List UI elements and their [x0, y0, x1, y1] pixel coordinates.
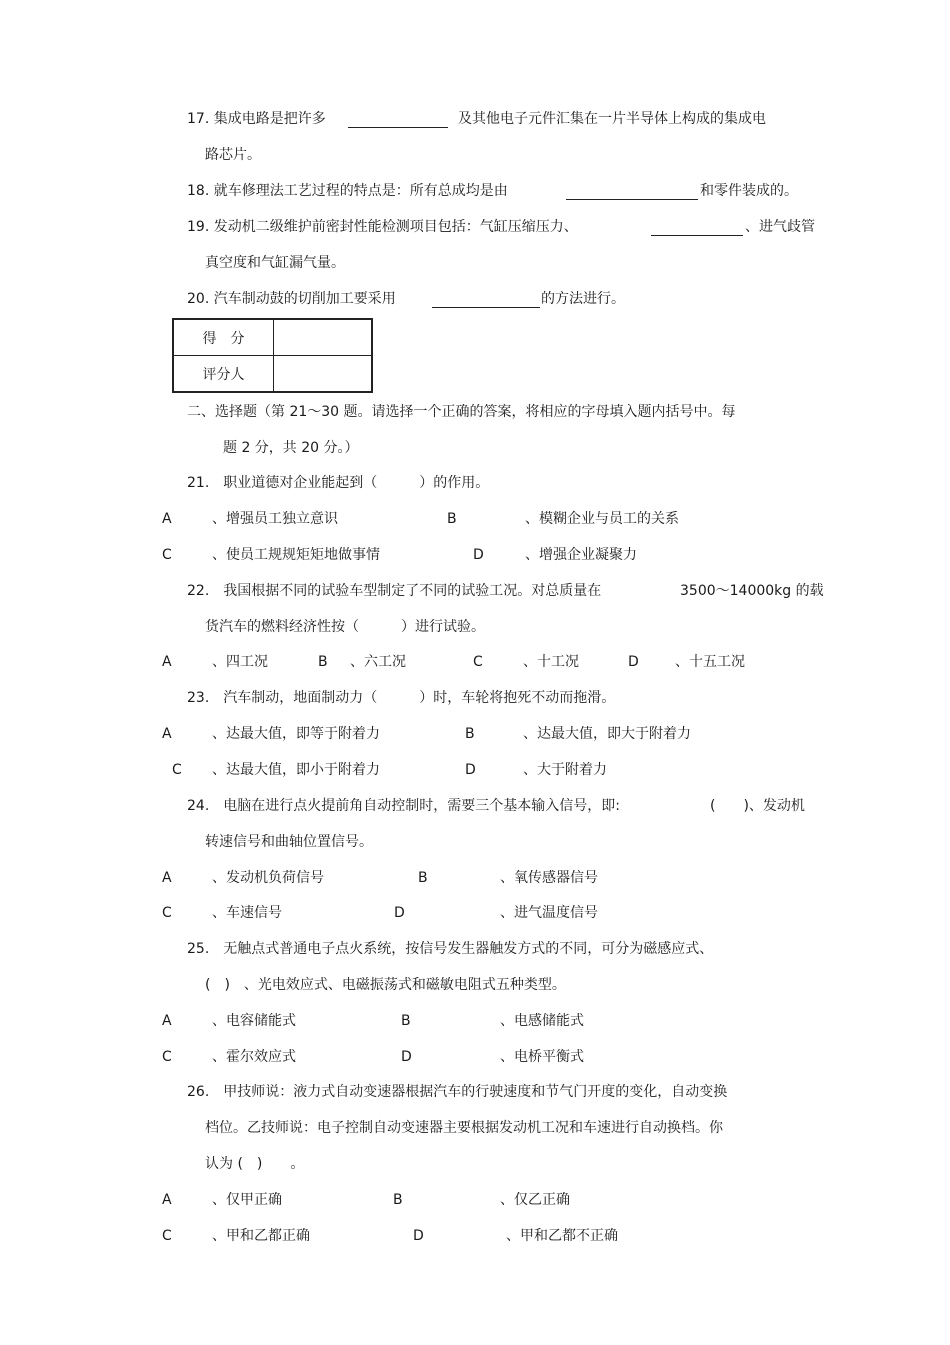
q22-option-d: 、十五工况	[675, 654, 745, 670]
q26-stem-cont-2: 认为 ( ) 。	[205, 1156, 305, 1172]
q22-letter-b: B	[318, 654, 328, 670]
q23-stem: 23. 汽车制动，地面制动力（ ）时，车轮将抱死不动而拖滑。	[187, 690, 616, 706]
score-cell	[274, 319, 373, 356]
q26-stem-cont: 档位。乙技师说：电子控制自动变速器主要根据发动机工况和车速进行自动换档。你	[205, 1120, 723, 1136]
q25-option-c: 、霍尔效应式	[212, 1049, 296, 1065]
q24-stem: 24. 电脑在进行点火提前角自动控制时，需要三个基本输入信号，即:	[187, 798, 620, 814]
q22-option-c: 、十工况	[523, 654, 579, 670]
q24-option-c: 、车速信号	[212, 905, 282, 921]
q23-option-c: 、达最大值，即小于附着力	[212, 762, 380, 778]
q23-letter-a: A	[162, 726, 172, 742]
q24-option-b: 、氧传感器信号	[500, 870, 598, 886]
q26-letter-a: A	[162, 1192, 172, 1208]
q24-option-a: 、发动机负荷信号	[212, 870, 324, 886]
q22-option-a: 、四工况	[212, 654, 268, 670]
q20-blank	[432, 307, 540, 308]
q21-letter-b: B	[447, 511, 457, 527]
q23-option-d: 、大于附着力	[523, 762, 607, 778]
q17-blank	[348, 127, 448, 128]
q24-stem-cont: 转速信号和曲轴位置信号。	[205, 834, 373, 850]
q19-blank	[651, 235, 743, 236]
q21-letter-a: A	[162, 511, 172, 527]
q19-cont: 真空度和气缸漏气量。	[205, 255, 345, 271]
q22-stem-cont: 货汽车的燃料经济性按（ ）进行试验。	[205, 619, 485, 635]
q21-option-a: 、增强员工独立意识	[212, 511, 338, 527]
q24-letter-c: C	[162, 905, 172, 921]
q26-option-a: 、仅甲正确	[212, 1192, 282, 1208]
q17-cont: 路芯片。	[205, 147, 261, 163]
q19-text: 19. 发动机二级维护前密封性能检测项目包括：气缸压缩压力、	[187, 219, 578, 235]
q18-blank	[566, 199, 698, 200]
q26-letter-b: B	[393, 1192, 403, 1208]
q25-letter-a: A	[162, 1013, 172, 1029]
q25-letter-b: B	[401, 1013, 411, 1029]
q23-letter-b: B	[465, 726, 475, 742]
q22-letter-d: D	[628, 654, 639, 670]
q20-text-2: 的方法进行。	[541, 291, 625, 307]
q22-option-b: 、六工况	[350, 654, 406, 670]
q26-letter-c: C	[162, 1228, 172, 1244]
q26-stem: 26. 甲技师说：液力式自动变速器根据汽车的行驶速度和节气门开度的变化，自动变换	[187, 1084, 728, 1100]
q26-option-c: 、甲和乙都正确	[212, 1228, 310, 1244]
q24-option-d: 、进气温度信号	[500, 905, 598, 921]
q25-option-b: 、电感储能式	[500, 1013, 584, 1029]
q21-stem: 21. 职业道德对企业能起到（ ）的作用。	[187, 475, 490, 491]
q24-letter-a: A	[162, 870, 172, 886]
q22-letter-c: C	[473, 654, 483, 670]
q21-option-c: 、使员工规规矩矩地做事情	[212, 547, 380, 563]
q26-letter-d: D	[413, 1228, 424, 1244]
q17-text: 17. 集成电路是把许多	[187, 111, 326, 127]
q26-option-b: 、仅乙正确	[500, 1192, 570, 1208]
q20-text: 20. 汽车制动鼓的切削加工要采用	[187, 291, 396, 307]
q18-text-2: 和零件装成的。	[700, 183, 798, 199]
q23-option-a: 、达最大值，即等于附着力	[212, 726, 380, 742]
q23-option-b: 、达最大值，即大于附着力	[523, 726, 691, 742]
q17-text-2: 及其他电子元件汇集在一片半导体上构成的集成电	[458, 111, 766, 127]
q22-stem: 22. 我国根据不同的试验车型制定了不同的试验工况。对总质量在	[187, 583, 602, 599]
q23-letter-d: D	[465, 762, 476, 778]
q25-letter-c: C	[162, 1049, 172, 1065]
q24-letter-d: D	[394, 905, 405, 921]
q26-option-d: 、甲和乙都不正确	[506, 1228, 618, 1244]
section-heading: 二、选择题（第 21～30 题。请选择一个正确的答案，将相应的字母填入题内括号中。每	[187, 404, 736, 420]
q25-option-d: 、电桥平衡式	[500, 1049, 584, 1065]
q22-stem-right: 3500～14000kg 的载	[680, 583, 824, 599]
q24-stem-right: ( )、发动机	[710, 798, 805, 814]
q19-text-2: 、进气歧管	[745, 219, 815, 235]
grader-label: 评分人	[173, 356, 274, 393]
score-label: 得 分	[173, 319, 274, 356]
section-heading-cont: 题 2 分，共 20 分。）	[223, 440, 359, 456]
q25-stem: 25. 无触点式普通电子点火系统，按信号发生器触发方式的不同，可分为磁感应式、	[187, 941, 714, 957]
q21-letter-d: D	[473, 547, 484, 563]
q25-letter-d: D	[401, 1049, 412, 1065]
q21-option-d: 、增强企业凝聚力	[525, 547, 637, 563]
score-box	[172, 318, 373, 393]
q22-letter-a: A	[162, 654, 172, 670]
q23-letter-c: C	[172, 762, 182, 778]
q25-stem-cont: ( ) 、光电效应式、电磁振荡式和磁敏电阻式五种类型。	[205, 977, 566, 993]
q25-option-a: 、电容储能式	[212, 1013, 296, 1029]
q18-text: 18. 就车修理法工艺过程的特点是：所有总成均是由	[187, 183, 508, 199]
q21-option-b: 、模糊企业与员工的关系	[525, 511, 679, 527]
q21-letter-c: C	[162, 547, 172, 563]
q24-letter-b: B	[418, 870, 428, 886]
grader-cell	[274, 356, 373, 393]
